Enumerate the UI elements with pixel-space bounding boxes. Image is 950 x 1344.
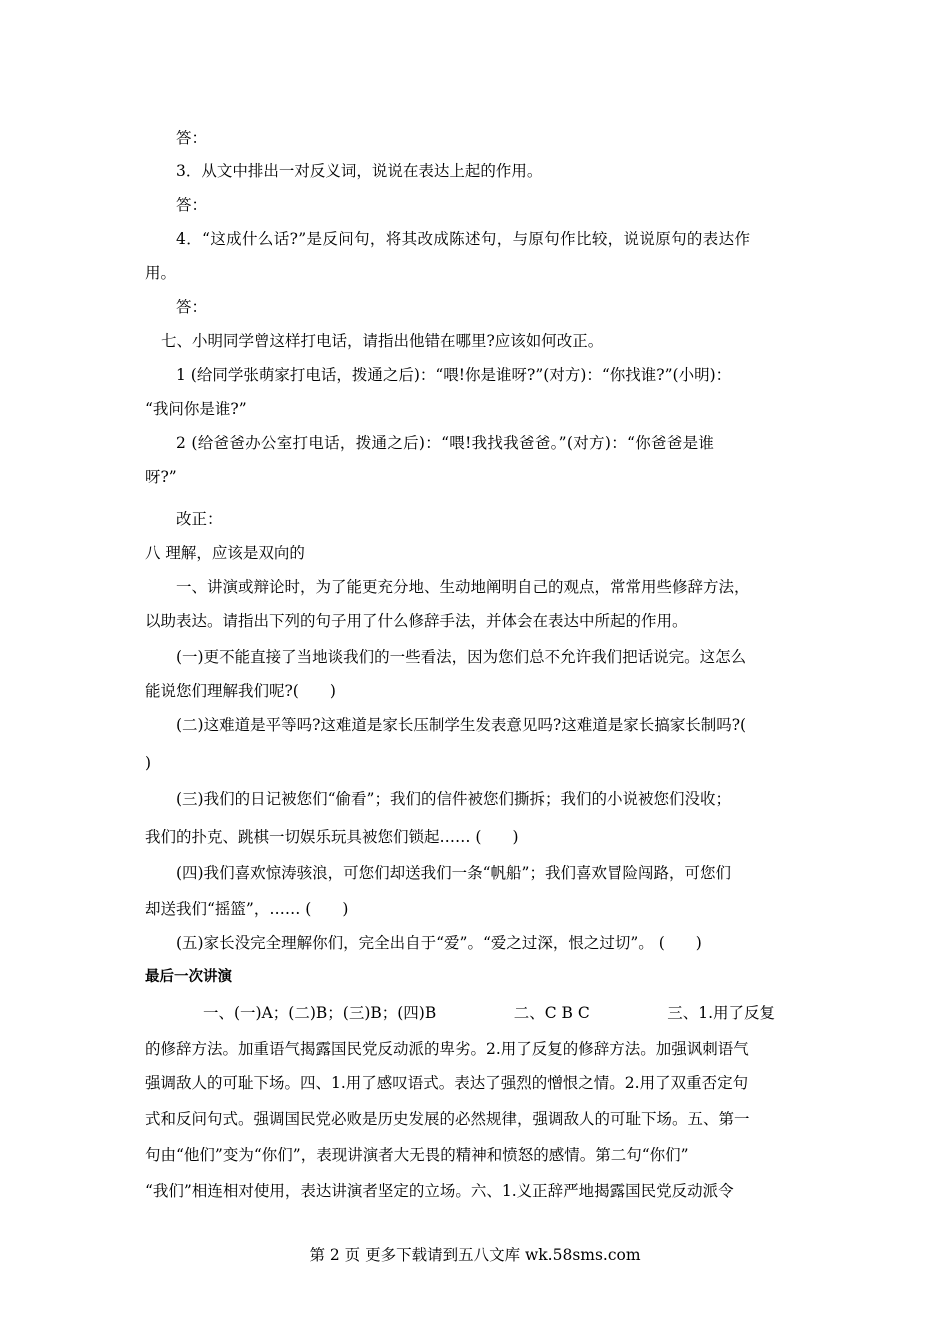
section-seven-heading: 七、小明同学曾这样打电话，请指出他错在哪里?应该如何改正。: [161, 332, 604, 350]
answer-label: 答：: [176, 129, 208, 147]
item-four-continued: 却送我们“摇篮”，…… ( ): [145, 900, 349, 918]
answer-label: 答：: [176, 298, 208, 316]
item-two: (二)这难道是平等吗?这难道是家长压制学生发表意见吗?这难道是家长搞家长制吗?(: [176, 716, 747, 734]
answer-key-line-4: 式和反问句式。强调国民党必败是历史发展的必然规律，强调敌人的可耻下场。五、第一: [145, 1110, 750, 1128]
question-3: 3．从文中排出一对反义词，说说在表达上起的作用。: [176, 162, 543, 180]
answer-key-line-1: 一、(一)A；(二)B；(三)B；(四)B 二、C B C 三、1.用了反复: [203, 1004, 775, 1022]
item-three-continued: 我们的扑克、跳棋一切娱乐玩具被您们锁起…… ( ): [145, 828, 519, 846]
correction-label: 改正：: [176, 510, 223, 528]
item-two-continued: ): [145, 754, 152, 772]
item-one: (一)更不能直接了当地谈我们的一些看法，因为您们总不允许我们把话说完。这怎么: [176, 648, 747, 666]
rhetoric-intro-continued: 以助表达。请指出下列的句子用了什么修辞手法，并体会在表达中所起的作用。: [145, 612, 688, 630]
phone-call-1: 1 (给同学张萌家打电话，拨通之后)：“喂!你是谁呀?”(对方)：“你找谁?”(小明)：: [176, 366, 732, 384]
item-five: (五)家长没完全理解你们，完全出自于“爱”。“爱之过深，恨之过切”。 ( ): [176, 934, 702, 952]
answer-key-line-6: “我们”相连相对使用，表达讲演者坚定的立场。六、1.义正辞严地揭露国民党反动派令: [145, 1182, 734, 1200]
answer-key-line-5: 句由“他们”变为“你们”，表现讲演者大无畏的精神和愤怒的感情。第二句“你们”: [145, 1146, 689, 1164]
page-footer: 第 2 页 更多下载请到五八文库 wk.58sms.com: [309, 1246, 641, 1264]
rhetoric-intro: 一、讲演或辩论时，为了能更充分地、生动地阐明自己的观点，常常用些修辞方法，: [176, 578, 750, 596]
phone-call-1-continued: “我问你是谁?”: [145, 400, 247, 418]
item-four: (四)我们喜欢惊涛骇浪，可您们却送我们一条“帆船”；我们喜欢冒险闯路，可您们: [176, 864, 731, 882]
item-three: (三)我们的日记被您们“偷看”；我们的信件被您们撕拆；我们的小说被您们没收；: [176, 790, 731, 808]
answer-label: 答：: [176, 196, 208, 214]
question-4: 4．“这成什么话?”是反问句，将其改成陈述句，与原句作比较，说说原句的表达作: [176, 230, 751, 248]
question-4-continued: 用。: [145, 264, 177, 282]
answer-key-line-3: 强调敌人的可耻下场。四、1.用了感叹语式。表达了强烈的憎恨之情。2.用了双重否定句: [145, 1074, 749, 1092]
answer-section-title: 最后一次讲演: [145, 969, 232, 985]
phone-call-2-continued: 呀?”: [145, 468, 177, 486]
answer-key-line-2: 的修辞方法。加重语气揭露国民党反动派的卑劣。2.用了反复的修辞方法。加强讽刺语气: [145, 1040, 749, 1058]
phone-call-2: 2 (给爸爸办公室打电话，拨通之后)：“喂!我找我爸爸。”(对方)：“你爸爸是谁: [176, 434, 715, 452]
item-one-continued: 能说您们理解我们呢?( ): [145, 682, 336, 700]
section-eight-heading: 八 理解，应该是双向的: [145, 544, 305, 562]
